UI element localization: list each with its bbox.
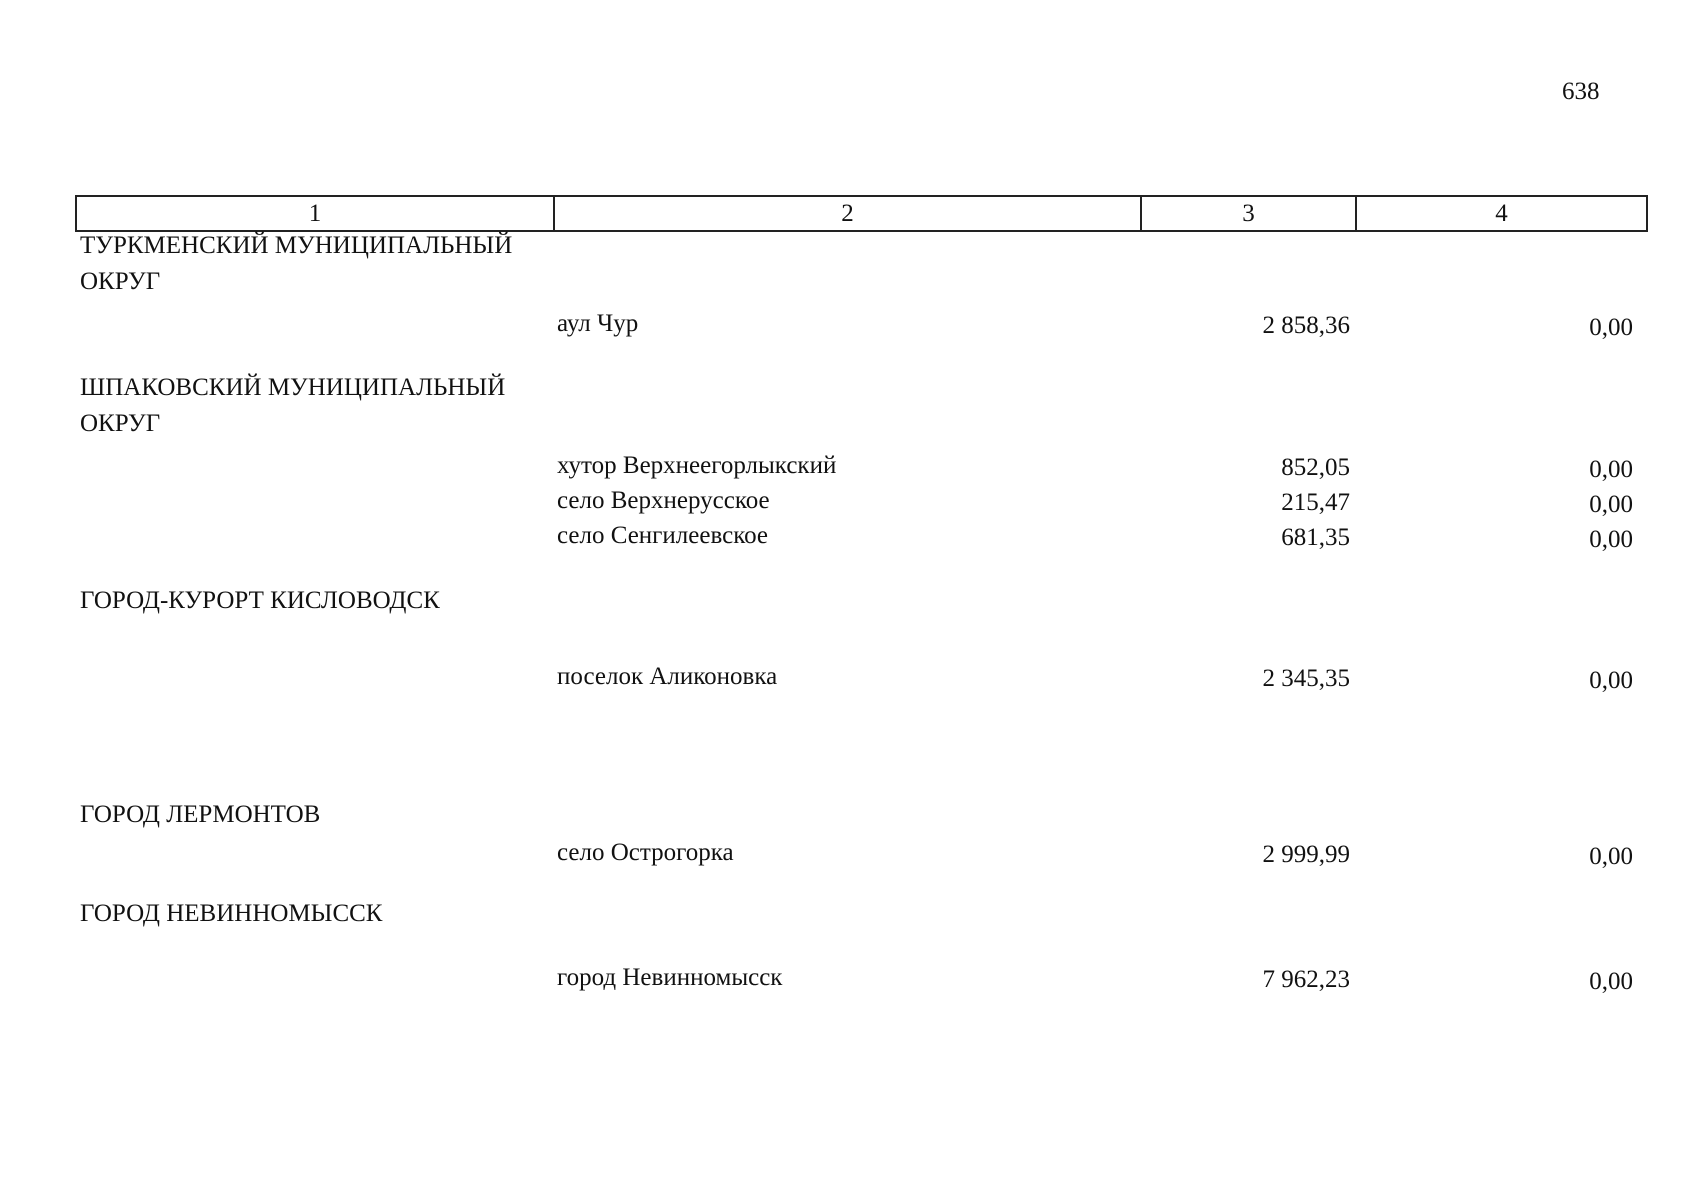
- value-col-3: 852,05: [1281, 454, 1350, 481]
- region-name: ГОРОД ЛЕРМОНТОВ: [80, 801, 321, 828]
- value-col-4: 0,00: [1589, 843, 1633, 870]
- value-col-3: 681,35: [1281, 524, 1350, 551]
- settlement-name: село Верхнерусское: [557, 487, 770, 514]
- value-col-3: 2 345,35: [1262, 665, 1350, 692]
- region-name: ТУРКМЕНСКИЙ МУНИЦИПАЛЬНЫЙ ОКРУГ: [80, 232, 513, 295]
- value-col-4: 0,00: [1589, 526, 1633, 553]
- settlement-name: хутор Верхнеегорлыкский: [557, 452, 837, 479]
- value-col-3: 2 999,99: [1262, 841, 1350, 868]
- header-col-2: 2: [555, 197, 1142, 230]
- settlement-name: город Невинномысск: [557, 964, 783, 991]
- value-col-4: 0,00: [1589, 667, 1633, 694]
- value-col-4: 0,00: [1589, 456, 1633, 483]
- settlement-name: село Острогорка: [557, 839, 734, 866]
- value-col-4: 0,00: [1589, 314, 1633, 341]
- value-col-3: 7 962,23: [1262, 966, 1350, 993]
- region-name: ГОРОД НЕВИННОМЫССК: [80, 900, 383, 927]
- value-col-4: 0,00: [1589, 968, 1633, 995]
- header-col-1: 1: [77, 197, 555, 230]
- value-col-4: 0,00: [1589, 491, 1633, 518]
- settlement-name: поселок Аликоновка: [557, 663, 778, 690]
- settlement-name: аул Чур: [557, 310, 639, 337]
- header-col-3: 3: [1142, 197, 1357, 230]
- value-col-3: 2 858,36: [1262, 312, 1350, 339]
- page-number: 638: [1562, 78, 1600, 105]
- region-name: ШПАКОВСКИЙ МУНИЦИПАЛЬНЫЙ ОКРУГ: [80, 374, 506, 437]
- table-header: [75, 195, 1648, 232]
- value-col-3: 215,47: [1281, 489, 1350, 516]
- settlement-name: село Сенгилеевское: [557, 522, 769, 549]
- header-col-4: 4: [1495, 199, 1508, 227]
- region-name: ГОРОД-КУРОРТ КИСЛОВОДСК: [80, 587, 440, 614]
